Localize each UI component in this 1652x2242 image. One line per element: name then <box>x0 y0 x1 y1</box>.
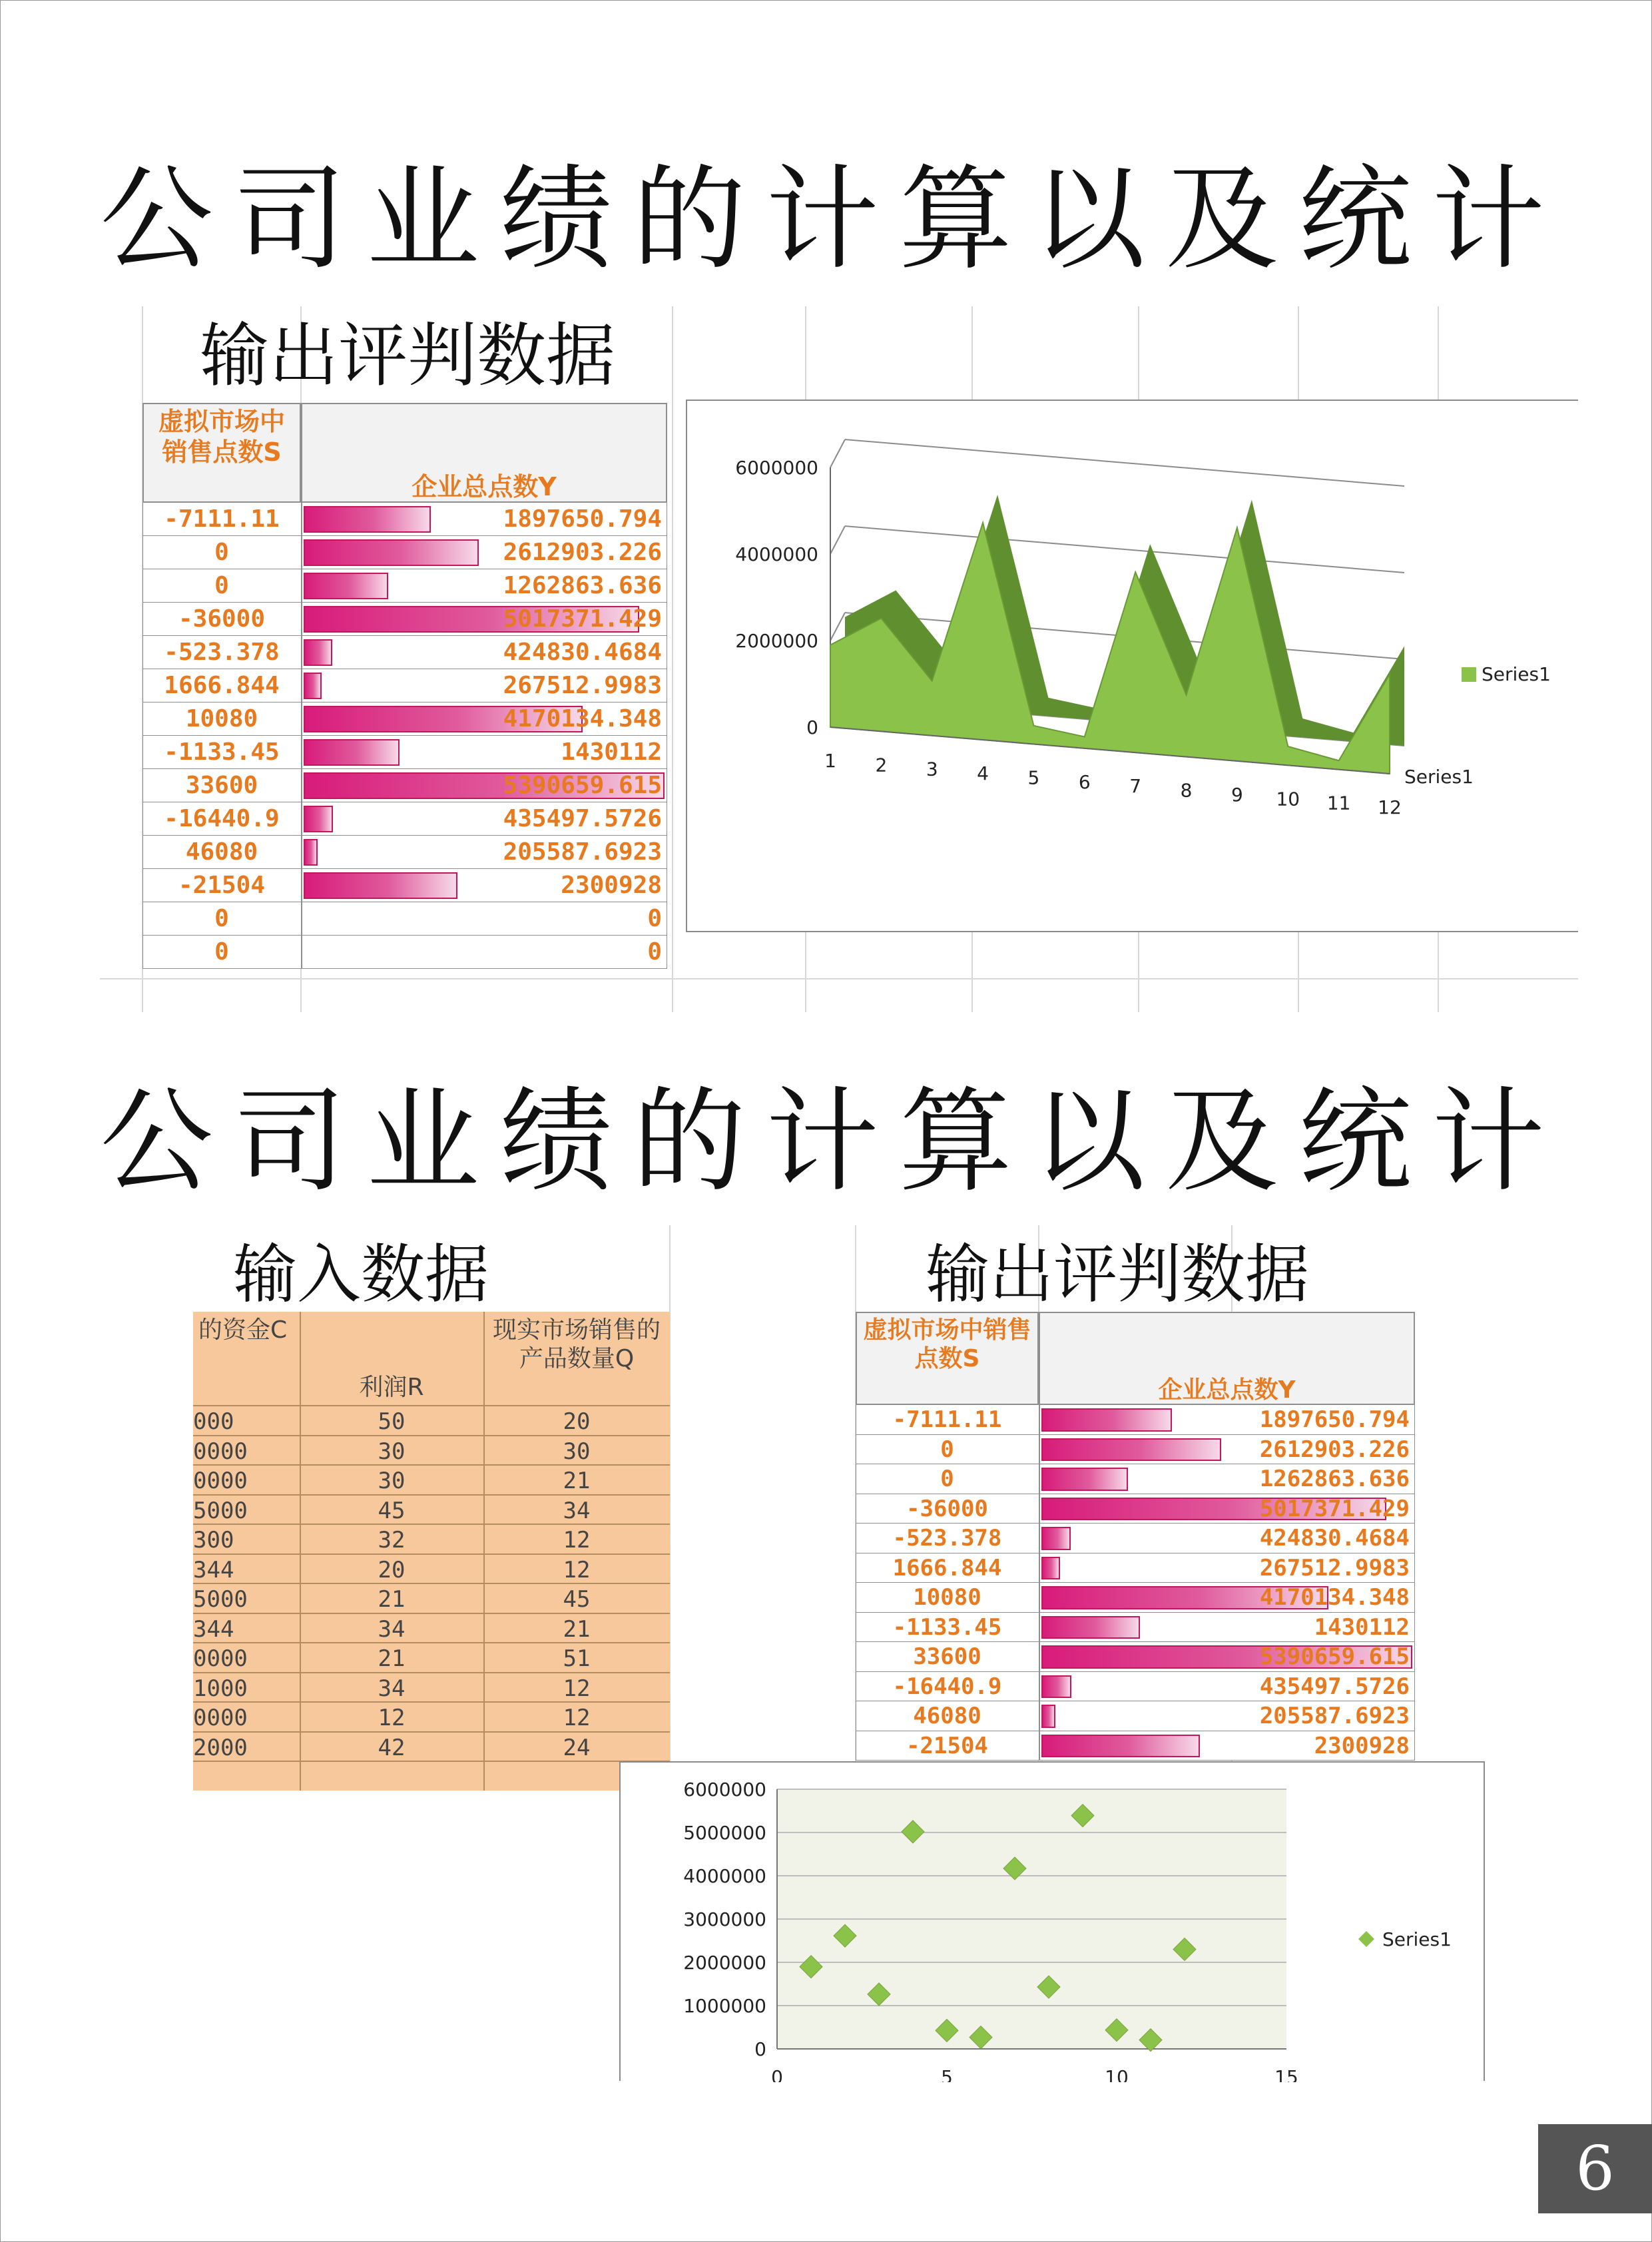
x-tick-label: 7 <box>1129 775 1142 798</box>
input-cell: 51 <box>563 1645 591 1672</box>
input-cell: 45 <box>563 1586 591 1613</box>
cell-value-y: 5390659.615 <box>503 772 662 799</box>
cell-value-y: 0 <box>647 938 662 966</box>
x-tick-label: 12 <box>1378 796 1402 818</box>
input-cell: 2000 <box>193 1734 248 1761</box>
y-tick-label: 3000000 <box>683 1908 766 1930</box>
input-row-line <box>193 1761 670 1762</box>
y-tick-label: 4000000 <box>735 543 818 565</box>
gridline <box>845 439 1404 486</box>
x-tick-label: 2 <box>875 754 888 776</box>
cell-value-y: 1262863.636 <box>503 572 662 599</box>
input-cell: 000 <box>193 1408 234 1435</box>
x-tick-label: 5 <box>941 2066 953 2082</box>
input-row-line <box>193 1435 670 1436</box>
input-row-line <box>193 1642 670 1643</box>
gridline <box>845 526 1404 573</box>
cell-value-s: -1133.45 <box>164 738 280 766</box>
input-cell: 12 <box>563 1675 591 1702</box>
cell-value-s: -16440.9 <box>164 805 280 832</box>
input-cell: 5000 <box>193 1497 248 1524</box>
cell-value-y: 435497.5726 <box>1259 1673 1410 1700</box>
cell-value-y: 0 <box>647 905 662 932</box>
input-cell: 21 <box>563 1615 591 1643</box>
y-tick-label: 2000000 <box>683 1952 766 1974</box>
input-row-line <box>193 1464 670 1466</box>
cell-value-y: 205587.6923 <box>1259 1703 1410 1730</box>
cell-value-y: 5017371.429 <box>1259 1495 1410 1522</box>
area-chart-box <box>686 400 1578 932</box>
input-row-line <box>193 1672 670 1673</box>
input-cell: 21 <box>378 1645 406 1672</box>
x-tick-label: 3 <box>926 758 938 780</box>
input-row-line <box>193 1731 670 1733</box>
cell-value-s: 1666.844 <box>164 672 280 699</box>
legend-swatch <box>1462 667 1476 682</box>
cell-value-y: 2612903.226 <box>503 539 662 566</box>
x-tick-label: 10 <box>1105 2066 1129 2082</box>
column-header-y: 企业总点数Y <box>412 472 557 501</box>
cell-value-s: 0 <box>940 1436 954 1463</box>
depth-axis-label: Series1 <box>1404 766 1474 788</box>
cell-value-s: -36000 <box>178 605 266 633</box>
x-tick-label: 15 <box>1274 2066 1298 2082</box>
data-panel-bottom <box>193 1225 1472 2081</box>
cell-value-y: 1262863.636 <box>1259 1466 1410 1493</box>
y-tick-label: 2000000 <box>735 630 818 652</box>
cell-value-y: 4170134.348 <box>1259 1584 1410 1611</box>
input-cell: 42 <box>378 1734 406 1761</box>
cell-value-y: 267512.9983 <box>1259 1554 1410 1581</box>
input-row-line <box>193 1701 670 1703</box>
gridline-side <box>830 439 845 467</box>
cell-value-y: 2300928 <box>561 872 662 899</box>
column-header-s: 虚拟市场中销售点数S <box>863 1316 1031 1373</box>
cell-value-y: 5390659.615 <box>1259 1643 1410 1671</box>
x-tick-label: 0 <box>771 2066 783 2082</box>
cell-value-s: 46080 <box>913 1703 981 1730</box>
cell-value-s: -36000 <box>906 1495 988 1522</box>
page-number: 6 <box>1538 2124 1652 2213</box>
legend-label: Series1 <box>1482 663 1551 685</box>
x-tick-label: 10 <box>1276 788 1300 810</box>
area-chart <box>687 401 1579 934</box>
input-cell: 0000 <box>193 1438 248 1465</box>
input-cell: 20 <box>563 1408 591 1435</box>
input-row-line <box>193 1583 670 1584</box>
cell-value-y: 267512.9983 <box>503 672 662 699</box>
cell-value-y: 5017371.429 <box>503 605 662 633</box>
cell-value-s: 0 <box>214 539 229 566</box>
cell-value-s: 46080 <box>185 838 258 866</box>
cell-value-s: -21504 <box>906 1732 988 1759</box>
scatter-chart-box <box>619 1761 1485 2081</box>
cell-value-s: 0 <box>214 572 229 599</box>
legend-label: Series1 <box>1382 1928 1452 1950</box>
cell-value-y: 2612903.226 <box>1259 1436 1410 1463</box>
gridline-side <box>830 526 845 554</box>
input-cell: 12 <box>563 1556 591 1583</box>
input-column-header: 的资金C <box>198 1316 288 1344</box>
cell-value-s: 0 <box>940 1466 954 1493</box>
input-cell: 21 <box>378 1586 406 1613</box>
column-header-y: 企业总点数Y <box>1158 1376 1296 1404</box>
cell-value-y: 1897650.794 <box>1259 1406 1410 1434</box>
input-cell: 0000 <box>193 1468 248 1494</box>
cell-value-s: 0 <box>214 938 229 966</box>
x-tick-label: 8 <box>1180 779 1193 802</box>
y-tick-label: 0 <box>754 2038 766 2060</box>
input-cell: 34 <box>378 1615 406 1643</box>
input-cell: 34 <box>378 1675 406 1702</box>
input-row-line <box>193 1613 670 1614</box>
input-column-header: 现实市场销售的产品数量Q <box>492 1316 661 1373</box>
cell-value-s: -7111.11 <box>164 505 280 533</box>
input-cell: 0000 <box>193 1705 248 1731</box>
input-cell: 1000 <box>193 1675 248 1702</box>
section-heading-bottom: 公司业绩的计算以及统计 <box>100 1076 1565 1208</box>
input-cell: 300 <box>193 1527 234 1553</box>
column-header-s: 虚拟市场中销售点数S <box>158 407 285 467</box>
cell-value-s: 1666.844 <box>892 1554 1002 1581</box>
cell-value-s: -523.378 <box>164 639 280 666</box>
input-cell: 12 <box>563 1705 591 1731</box>
input-cell: 50 <box>378 1408 406 1435</box>
input-column-header: 利润R <box>359 1374 424 1401</box>
x-tick-label: 11 <box>1326 792 1351 814</box>
y-tick-label: 6000000 <box>683 1779 766 1801</box>
cell-value-s: 10080 <box>913 1584 981 1611</box>
y-tick-label: 0 <box>806 716 818 738</box>
cell-value-y: 424830.4684 <box>503 639 662 666</box>
y-tick-label: 1000000 <box>683 1995 766 2017</box>
input-row-line <box>193 1405 670 1406</box>
cell-value-y: 205587.6923 <box>503 838 662 866</box>
cell-value-y: 435497.5726 <box>503 805 662 832</box>
input-cell: 5000 <box>193 1586 248 1613</box>
section-heading-top: 公司业绩的计算以及统计 <box>100 154 1565 286</box>
output-title-bottom: 输出评判数据 <box>926 1237 1309 1312</box>
legend-marker <box>1358 1931 1374 1947</box>
input-cell: 30 <box>378 1438 406 1465</box>
cell-value-y: 424830.4684 <box>1259 1525 1410 1552</box>
input-cell: 0000 <box>193 1645 248 1672</box>
input-cell: 30 <box>563 1438 591 1465</box>
input-cell: 32 <box>378 1527 406 1553</box>
x-tick-label: 4 <box>977 762 989 785</box>
input-cell: 24 <box>563 1734 591 1761</box>
input-title: 输入数据 <box>233 1237 489 1312</box>
gridline-side <box>830 613 845 641</box>
output-table-grid <box>142 403 667 969</box>
input-row-line <box>193 1553 670 1555</box>
cell-value-s: -16440.9 <box>892 1673 1002 1700</box>
cell-value-s: -523.378 <box>892 1525 1002 1552</box>
x-tick-label: 1 <box>824 750 836 772</box>
cell-value-s: 33600 <box>913 1643 981 1671</box>
input-row-line <box>193 1494 670 1496</box>
cell-value-y: 1430112 <box>1314 1613 1410 1641</box>
x-tick-label: 5 <box>1027 766 1040 789</box>
input-cell: 34 <box>563 1497 591 1524</box>
input-cell: 45 <box>378 1497 406 1524</box>
y-tick-label: 6000000 <box>735 457 818 479</box>
cell-value-s: -1133.45 <box>892 1613 1002 1641</box>
cell-value-y: 4170134.348 <box>503 705 662 732</box>
input-row-line <box>193 1524 670 1525</box>
cell-value-y: 1430112 <box>561 738 662 766</box>
cell-value-y: 2300928 <box>1314 1732 1410 1759</box>
cell-value-y: 1897650.794 <box>503 505 662 533</box>
output-title: 输出评判数据 <box>200 315 616 396</box>
input-cell: 20 <box>378 1556 406 1583</box>
output-table-grid <box>856 1312 1415 1761</box>
input-cell: 344 <box>193 1556 234 1583</box>
input-cell: 12 <box>563 1527 591 1553</box>
input-cell: 12 <box>378 1705 406 1731</box>
scatter-chart <box>621 1763 1486 2082</box>
cell-value-s: -21504 <box>178 872 266 899</box>
y-tick-label: 4000000 <box>683 1865 766 1887</box>
cell-value-s: 10080 <box>185 705 258 732</box>
input-cell: 344 <box>193 1615 234 1643</box>
cell-value-s: -7111.11 <box>892 1406 1002 1434</box>
cell-value-s: 0 <box>214 905 229 932</box>
x-tick-label: 9 <box>1231 783 1243 806</box>
input-cell: 21 <box>563 1468 591 1494</box>
input-cell: 30 <box>378 1468 406 1494</box>
y-tick-label: 5000000 <box>683 1822 766 1844</box>
cell-value-s: 33600 <box>185 772 258 799</box>
output-panel-top <box>100 306 1578 1012</box>
x-tick-label: 6 <box>1078 770 1091 793</box>
